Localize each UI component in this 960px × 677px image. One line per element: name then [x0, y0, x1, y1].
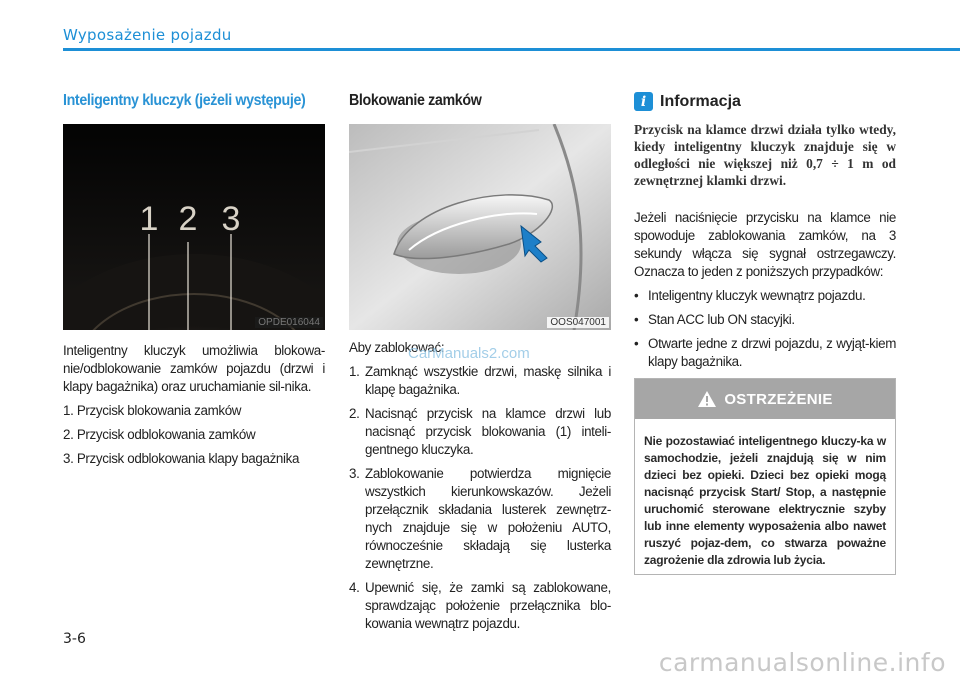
section-title: Wyposażenie pojazdu	[63, 26, 232, 44]
column-information	[634, 92, 896, 377]
key-label-3: 3	[221, 200, 241, 238]
button-list	[63, 402, 325, 468]
image-code: OPDE016044	[255, 317, 323, 328]
list-item: • Inteligentny kluczyk wewnątrz pojazdu.	[634, 288, 866, 303]
key-label-2: 2	[178, 200, 198, 238]
door-handle-photo	[349, 124, 611, 330]
list-item: 1. Zamknąć wszystkie drzwi, maskę silnika i klapę bagażnika.	[349, 364, 611, 397]
footer-watermark: carmanualsonline.info	[658, 648, 946, 677]
info-note: Przycisk na klamce drzwi działa tylko wtedy, kiedy inteligentny kluczyk znajduje się w odległości nie większej niż 0,7 ÷ 1 m od zewnętrznej klamki drzwi.	[634, 122, 896, 188]
info-title: Informacja	[660, 92, 741, 110]
locking-heading: Blokowanie zamków	[349, 92, 482, 109]
warning-title: OSTRZEŻENIE	[724, 390, 833, 408]
list-item: 2. Przycisk odblokowania zamków	[63, 427, 256, 442]
list-item: 3. Zablokowanie potwierdza mignięcie wszystkich kierunkowskazów. Jeżeli przełącznik składania lusterek zewnętrz-nych znajduje się w położeniu AUTO, równocześnie składają się lusterka zewnętrzne.	[349, 466, 611, 571]
list-item: 1. Przycisk blokowania zamków	[63, 403, 242, 418]
locking-steps	[349, 363, 611, 633]
warning-box	[634, 378, 896, 575]
smart-key-heading: Inteligentny kluczyk (jeżeli występuje)	[63, 92, 306, 109]
key-label-1: 1	[139, 200, 159, 238]
column-locking	[349, 92, 611, 639]
site-watermark: CarManuals2.com	[408, 345, 530, 362]
smart-key-illustration	[63, 124, 325, 330]
info-header	[634, 92, 896, 111]
image-code: OOS047001	[547, 317, 609, 328]
column-smart-key	[63, 92, 325, 474]
list-item: 3. Przycisk odblokowania klapy bagażnika	[63, 451, 300, 466]
list-item: 2. Nacisnąć przycisk na klamce drzwi lub nacisnąć przycisk blokowania (1) inteli-gentnego kluczyka.	[349, 406, 611, 457]
header-rule	[63, 48, 960, 51]
warning-triangle-icon	[697, 390, 717, 408]
info-body: Jeżeli naciśnięcie przycisku na klamce nie spowoduje zablokowania zamków, na 3 sekundy włącza się sygnał ostrzegawczy. Oznacza to jeden z poniższych przypadków:	[634, 210, 896, 279]
smart-key-photo	[63, 124, 325, 330]
door-handle-illustration	[349, 124, 611, 330]
smart-key-intro: Inteligentny kluczyk umożliwia blokowa-nie/odblokowanie zamków pojazdu (drzwi i klapy bagażnika) oraz uruchamianie sil-nika.	[63, 343, 325, 394]
case-list	[634, 287, 896, 371]
locking-intro: Aby zablokować:	[349, 340, 445, 355]
warning-header	[635, 379, 895, 419]
list-item: • Otwarte jedne z drzwi pojazdu, z wyjąt-kiem klapy bagażnika.	[634, 336, 896, 369]
list-item: • Stan ACC lub ON stacyjki.	[634, 312, 795, 327]
list-item: 4. Upewnić się, że zamki są zablokowane, sprawdzając położenie przełącznika blo-kowania wewnątrz pojazdu.	[349, 580, 611, 631]
page-number: 3-6	[63, 631, 86, 647]
info-icon: i	[634, 92, 653, 111]
warning-text: Nie pozostawiać inteligentnego kluczy-ka w samochodzie, jeżeli znajdują się w nim dzieci bez opieki. Dzieci bez opieki mogą nacisnąć przycisk Start/ Stop, a następnie uruchomić sterowane elektrycznie szyby lub inne elementy wyposażenia albo nawet ruszyć pojaz-dem, co stwarza poważne zagrożenie dla zdrowia lub życia.	[644, 434, 886, 567]
